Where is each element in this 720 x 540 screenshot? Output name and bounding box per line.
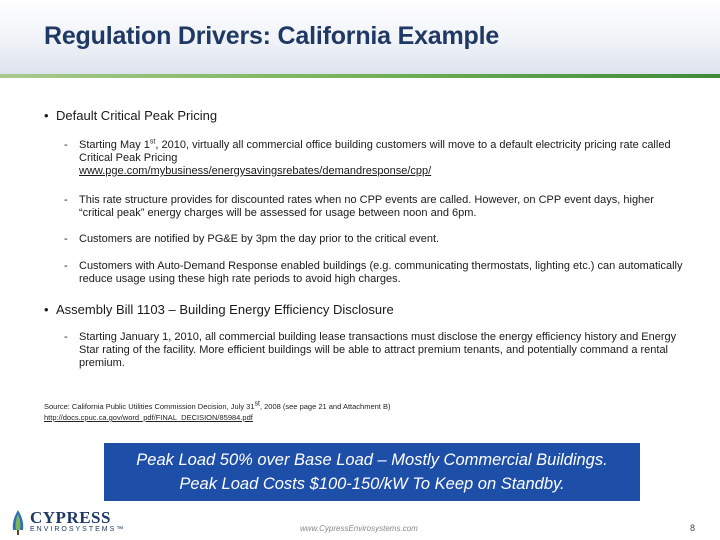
bullet-label: Assembly Bill 1103 – Building Energy Efficiency Disclosure [56, 302, 394, 317]
company-logo [8, 508, 126, 538]
superscript: st [254, 400, 260, 408]
subitem-lease-disclosure [64, 331, 694, 371]
cpuc-decision-link[interactable]: http://docs.cpuc.ca.gov/word_pdf/FINAL_DECISION/85984.pdf [44, 413, 253, 422]
footer-url: www.CypressEnvirosystems.com [300, 524, 418, 533]
source-citation [44, 401, 390, 423]
bullet-dot: • [44, 108, 49, 123]
dash: - [64, 233, 68, 245]
dash: - [64, 331, 68, 343]
cypress-tree-icon [8, 509, 28, 537]
header-divider [0, 74, 720, 78]
source-text: , 2008 (see page 21 and Attachment B) [259, 402, 391, 411]
subitem-text: Customers with Auto-Demand Response enabled buildings (e.g. communicating thermostats, lighting etc.) can automatically reduce usage using these high rate periods to avoid high charges. [79, 260, 683, 285]
subitem-text: , 2010, virtually all commercial office building customers will move to a default electricity pricing rate called Critical Peak Pricing [79, 139, 671, 164]
dash: - [64, 194, 68, 206]
dash: - [64, 139, 68, 151]
bullet-label: Default Critical Peak Pricing [56, 108, 218, 123]
subitem-text: Starting May 1 [79, 139, 150, 151]
subitem-may-2010 [64, 139, 694, 179]
logo-wordmark: CYPRESS [30, 508, 111, 527]
bullet-ab1103 [44, 302, 394, 317]
page-number: 8 [690, 523, 696, 533]
logo-subtitle: ENVIROSYSTEMS™ [30, 526, 126, 533]
subitem-rate-structure [64, 194, 694, 220]
superscript: st [149, 138, 156, 146]
slide-header [0, 0, 720, 74]
callout-line-2: Peak Load Costs $100-150/kW To Keep on Standby. [179, 475, 565, 493]
subitem-text: Customers are notified by PG&E by 3pm the day prior to the critical event. [79, 233, 440, 245]
source-text: Source: California Public Utilities Commission Decision, July 31 [44, 402, 255, 411]
callout-box [104, 443, 640, 501]
slide-title: Regulation Drivers: California Example [44, 22, 500, 50]
callout-line-1: Peak Load 50% over Base Load – Mostly Commercial Buildings. [136, 451, 608, 469]
subitem-text: Starting January 1, 2010, all commercial building lease transactions must disclose the energy efficiency history and Energy Star rating of the facility. More efficient buildings will be able to attract premium tenants, and potentially command a rental premium. [79, 331, 677, 369]
dash: - [64, 260, 68, 272]
pge-cpp-link[interactable]: www.pge.com/mybusiness/energysavingsrebates/demandresponse/cpp/ [79, 165, 432, 177]
subitem-auto-dr [64, 260, 694, 286]
subitem-text: This rate structure provides for discounted rates when no CPP events are called. However, on CPP event days, higher “critical peak” energy charges will be assessed for usage between noon and 6pm. [79, 194, 654, 219]
bullet-default-cpp [44, 108, 217, 123]
subitem-notification [64, 233, 694, 246]
bullet-dot: • [44, 302, 49, 317]
